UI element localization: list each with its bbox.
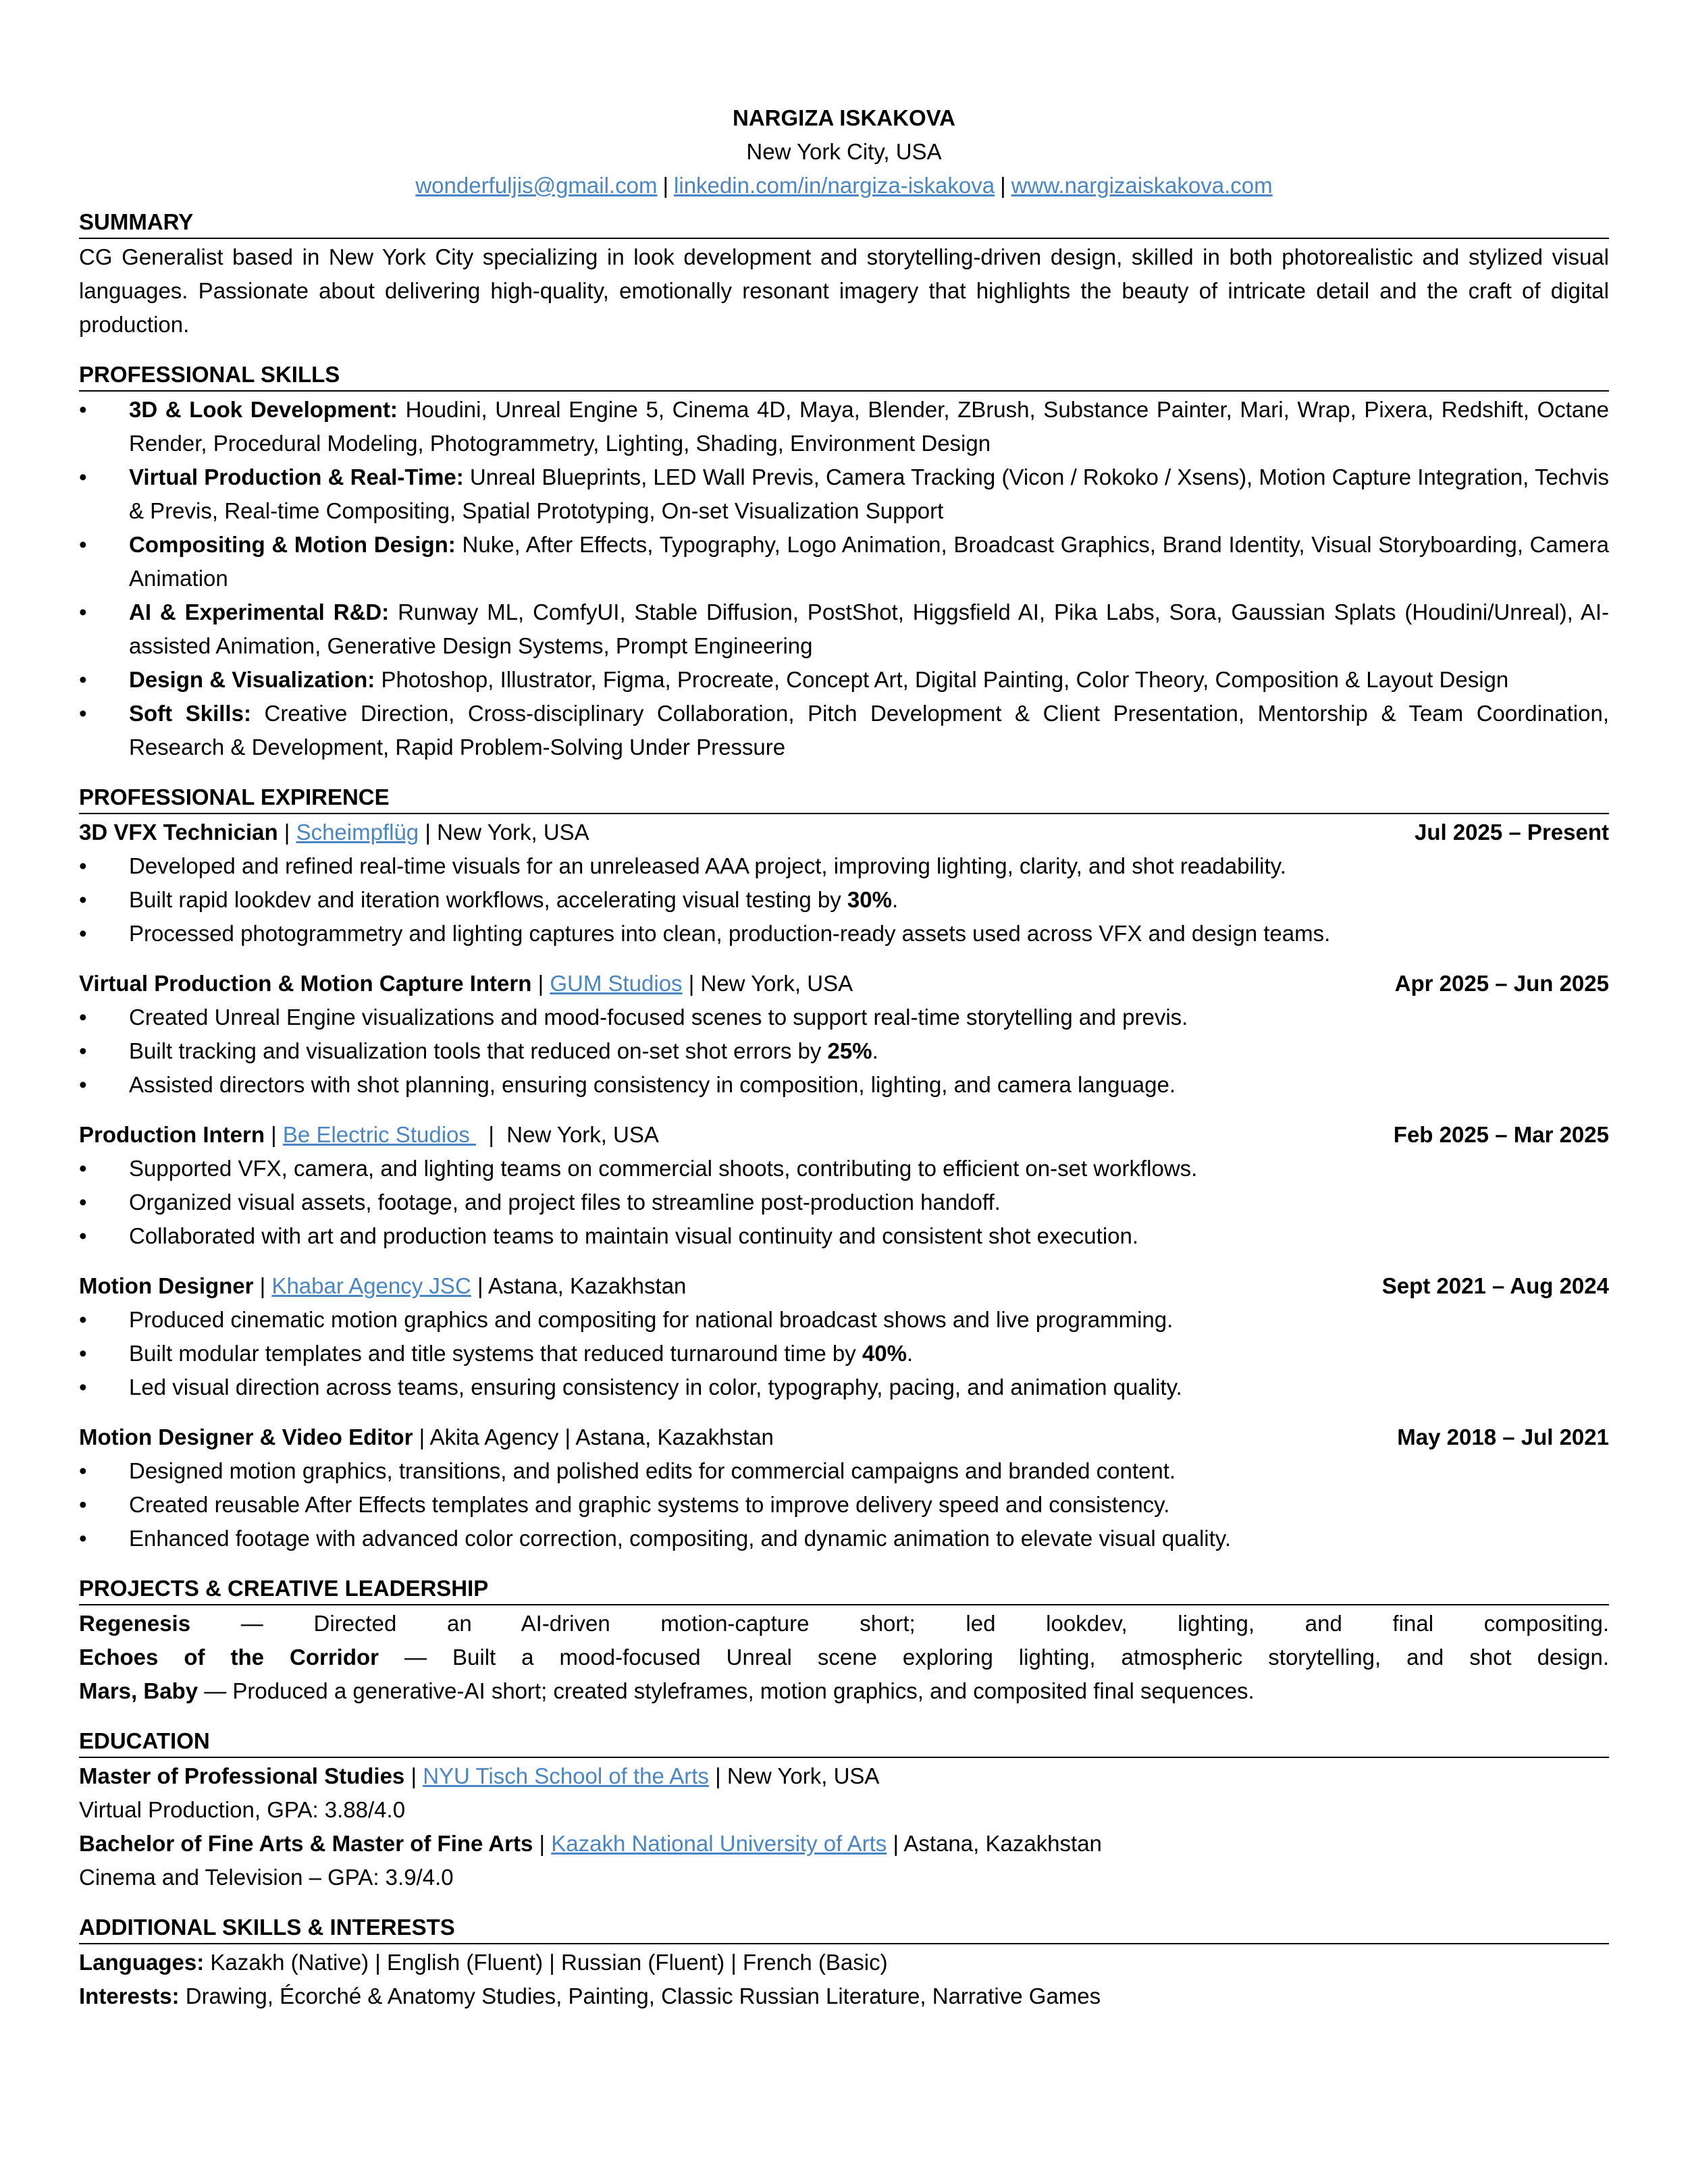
- job-bullets: [79, 849, 1609, 951]
- resume-header: [79, 101, 1609, 203]
- additional-section: [79, 1912, 1609, 2013]
- job-bullet: [79, 1370, 1609, 1404]
- bullet-text: Produced cinematic motion graphics and compositing for national broadcast shows and live programming.: [129, 1307, 1173, 1332]
- skill-label: Soft Skills:: [129, 701, 251, 726]
- education-entry: [79, 1759, 1609, 1827]
- skill-item: [79, 595, 1609, 663]
- linkedin-link[interactable]: linkedin.com/in/nargiza-iskakova: [674, 173, 995, 198]
- contact-separator: |: [662, 173, 669, 198]
- company-link[interactable]: GUM Studios: [550, 971, 683, 996]
- job-bullet: [79, 883, 1609, 917]
- edu-separator: |: [533, 1831, 552, 1856]
- interests-text: Drawing, Écorché & Anatomy Studies, Painting, Classic Russian Literature, Narrative Games: [179, 1983, 1101, 2008]
- job-role: Motion Designer: [79, 1273, 254, 1298]
- bullet-end: .: [891, 887, 899, 912]
- skill-item: [79, 393, 1609, 460]
- project-text: — Produced a generative-AI short; created styleframes, motion graphics, and composited final sequences.: [198, 1678, 1255, 1703]
- section-title-summary: SUMMARY: [79, 207, 1609, 239]
- skills-list: [79, 393, 1609, 764]
- candidate-location: New York City, USA: [746, 139, 942, 164]
- projects-section: [79, 1573, 1609, 1708]
- job-role: Production Intern: [79, 1122, 265, 1147]
- bullet-bold: 25%: [827, 1038, 872, 1063]
- job-entry: [79, 1420, 1609, 1555]
- job-bullet: [79, 1034, 1609, 1068]
- skill-label: 3D & Look Development:: [129, 397, 398, 422]
- job-entry: [79, 967, 1609, 1102]
- school-location: Astana, Kazakhstan: [903, 1831, 1102, 1856]
- bullet-text: Supported VFX, camera, and lighting teams on commercial shoots, contributing to efficient on-set workflows.: [129, 1156, 1198, 1181]
- company-link[interactable]: Be Electric Studios: [282, 1122, 477, 1147]
- skill-item: [79, 460, 1609, 528]
- school-location: New York, USA: [727, 1763, 880, 1788]
- summary-section: [79, 207, 1609, 342]
- job-separator: |: [278, 820, 296, 845]
- bullet-text: Built tracking and visualization tools that reduced on-set shot errors by: [129, 1038, 828, 1063]
- job-bullet: [79, 1488, 1609, 1522]
- job-header: [79, 967, 1609, 1001]
- contact-line: [79, 169, 1609, 203]
- skill-text: Unreal Blueprints, LED Wall Previs, Camera Tracking (Vicon / Rokoko / Xsens), Motion Capture Integration, Techvis & Previs, Real-time Compositing, Spatial Prototyping, On-set Visualization Support: [129, 464, 1609, 523]
- bullet-bold: 40%: [862, 1341, 907, 1366]
- edu-separator: |: [887, 1831, 904, 1856]
- job-separator: |: [419, 820, 438, 845]
- project-name: Echoes of the Corridor: [79, 1645, 379, 1670]
- interests-label: Interests:: [79, 1983, 180, 2008]
- job-role: Virtual Production & Motion Capture Intern: [79, 971, 532, 996]
- skill-item: [79, 663, 1609, 697]
- job-location: Astana, Kazakhstan: [487, 1273, 687, 1298]
- skill-label: AI & Experimental R&D:: [129, 600, 390, 624]
- skill-text: Nuke, After Effects, Typography, Logo Animation, Broadcast Graphics, Brand Identity, Visual Storyboarding, Camera Animation: [129, 532, 1610, 591]
- skill-text: Runway ML, ComfyUI, Stable Diffusion, PostShot, Higgsfield AI, Pika Labs, Sora, Gaussian Splats (Houdini/Unreal), AI-assisted Animation, Generative Design Systems, Prompt Engineering: [129, 600, 1609, 658]
- edu-separator: |: [708, 1763, 727, 1788]
- job-separator: |: [265, 1122, 283, 1147]
- job-header: [79, 1269, 1609, 1303]
- job-header: [79, 1118, 1609, 1152]
- bullet-text: Built modular templates and title systems that reduced turnaround time by: [129, 1341, 862, 1366]
- bullet-end: .: [906, 1341, 914, 1366]
- job-role: Motion Designer & Video Editor: [79, 1424, 413, 1449]
- job-bullet: [79, 1152, 1609, 1186]
- job-bullet: [79, 1337, 1609, 1370]
- job-separator: |: [476, 1122, 507, 1147]
- job-title-line: [79, 1420, 774, 1454]
- education-detail: Virtual Production, GPA: 3.88/4.0: [79, 1797, 406, 1822]
- job-header: [79, 1420, 1609, 1454]
- bullet-bold: 30%: [847, 887, 892, 912]
- languages-label: Languages:: [79, 1950, 205, 1975]
- job-bullet: [79, 1068, 1609, 1102]
- job-bullets: [79, 1303, 1609, 1404]
- company-link[interactable]: Khabar Agency JSC: [271, 1273, 471, 1298]
- skill-item: [79, 697, 1609, 764]
- education-degree-line: [79, 1759, 1609, 1793]
- candidate-name: NARGIZA ISKAKOVA: [733, 105, 955, 130]
- bullet-text: Designed motion graphics, transitions, and polished edits for commercial campaigns and branded content.: [129, 1458, 1176, 1483]
- project-name: Mars, Baby: [79, 1678, 199, 1703]
- job-dates: Jul 2025 – Present: [1414, 820, 1609, 845]
- job-bullet: [79, 1454, 1609, 1488]
- section-title-projects: PROJECTS & CREATIVE LEADERSHIP: [79, 1573, 1609, 1605]
- skill-text: Houdini, Unreal Engine 5, Cinema 4D, Maya, Blender, ZBrush, Substance Painter, Mari, Wrap, Pixera, Redshift, Octane Render, Procedural Modeling, Photogrammetry, Lighting, Shading, Environment Design: [129, 397, 1609, 456]
- bullet-text: Processed photogrammetry and lighting captures into clean, production-ready assets used across VFX and design teams.: [129, 921, 1331, 946]
- job-separator: |: [531, 971, 550, 996]
- bullet-text: Organized visual assets, footage, and project files to streamline post-production handoff.: [129, 1190, 1001, 1215]
- job-location: New York, USA: [437, 820, 589, 845]
- contact-separator: |: [1000, 173, 1006, 198]
- bullet-text: Led visual direction across teams, ensuring consistency in color, typography, pacing, and animation quality.: [129, 1375, 1182, 1400]
- job-header: [79, 816, 1609, 849]
- bullet-text: Created Unreal Engine visualizations and mood-focused scenes to support real-time storytelling and previs.: [129, 1005, 1188, 1030]
- project-item: [79, 1641, 1609, 1674]
- section-title-experience: PROFESSIONAL EXPIRENCE: [79, 782, 1609, 814]
- skill-label: Design & Visualization:: [129, 667, 375, 692]
- job-bullet: [79, 1186, 1609, 1219]
- job-title-line: [79, 1118, 659, 1152]
- job-bullet: [79, 1303, 1609, 1337]
- education-section: [79, 1726, 1609, 1894]
- job-entry: [79, 1269, 1609, 1404]
- website-link[interactable]: www.nargizaiskakova.com: [1011, 173, 1273, 198]
- bullet-text: Enhanced footage with advanced color correction, compositing, and dynamic animation to elevate visual quality.: [129, 1526, 1232, 1551]
- skill-label: Compositing & Motion Design:: [129, 532, 456, 557]
- company-link[interactable]: Scheimpflüg: [296, 820, 419, 845]
- job-bullet: [79, 1219, 1609, 1253]
- skill-item: [79, 528, 1609, 595]
- interests-line: [79, 1979, 1609, 2013]
- job-location: New York, USA: [700, 971, 853, 996]
- languages-text: Kazakh (Native) | English (Fluent) | Russian (Fluent) | French (Basic): [204, 1950, 888, 1975]
- job-bullet: [79, 917, 1609, 951]
- bullet-text: Collaborated with art and production teams to maintain visual continuity and consistent shot execution.: [129, 1223, 1139, 1248]
- job-bullets: [79, 1001, 1609, 1102]
- job-separator: | Akita Agency | Astana, Kazakhstan: [413, 1424, 774, 1449]
- resume-content: [79, 101, 1609, 2013]
- job-separator: |: [471, 1273, 488, 1298]
- languages-line: [79, 1946, 1609, 1979]
- job-bullets: [79, 1152, 1609, 1253]
- summary-text: CG Generalist based in New York City specializing in look development and storytelling-driven design, skilled in both photorealistic and stylized visual languages. Passionate about delivering high-quality, emotionally resonant imagery that highlights the beauty of intricate detail and the craft of digital production.: [79, 244, 1609, 337]
- job-dates: Apr 2025 – Jun 2025: [1394, 971, 1609, 996]
- skills-section: [79, 359, 1609, 764]
- job-dates: Feb 2025 – Mar 2025: [1393, 1122, 1609, 1147]
- edu-separator: |: [404, 1763, 423, 1788]
- job-title-line: [79, 967, 853, 1001]
- degree-name: Master of Professional Studies: [79, 1763, 405, 1788]
- job-entry: [79, 816, 1609, 951]
- job-separator: |: [682, 971, 701, 996]
- school-link[interactable]: NYU Tisch School of the Arts: [423, 1763, 709, 1788]
- job-entry: [79, 1118, 1609, 1253]
- job-dates: Sept 2021 – Aug 2024: [1381, 1273, 1609, 1298]
- skill-text: Photoshop, Illustrator, Figma, Procreate, Concept Art, Digital Painting, Color Theory, Composition & Layout Design: [375, 667, 1509, 692]
- skill-text: Creative Direction, Cross-disciplinary Collaboration, Pitch Development & Client Presentation, Mentorship & Team Coordination, Research & Development, Rapid Problem-Solving Under Pressure: [129, 701, 1609, 760]
- job-bullet: [79, 849, 1609, 883]
- email-link[interactable]: wonderfuljis@gmail.com: [415, 173, 658, 198]
- job-location: New York, USA: [506, 1122, 659, 1147]
- bullet-text: Assisted directors with shot planning, ensuring consistency in composition, lighting, and camera language.: [129, 1072, 1176, 1097]
- job-separator: |: [253, 1273, 272, 1298]
- experience-section: [79, 782, 1609, 1555]
- job-role: 3D VFX Technician: [79, 820, 278, 845]
- job-title-line: [79, 1269, 686, 1303]
- job-dates: May 2018 – Jul 2021: [1397, 1424, 1609, 1449]
- section-title-education: EDUCATION: [79, 1726, 1609, 1758]
- bullet-text: Built rapid lookdev and iteration workflows, accelerating visual testing by: [129, 887, 847, 912]
- school-link[interactable]: Kazakh National University of Arts: [551, 1831, 887, 1856]
- education-degree-line: [79, 1827, 1609, 1861]
- bullet-end: .: [872, 1038, 878, 1063]
- section-title-additional: ADDITIONAL SKILLS & INTERESTS: [79, 1912, 1609, 1944]
- project-text: — Directed an AI-driven motion-capture short; led lookdev, lighting, and final compositing.: [190, 1611, 1609, 1636]
- skill-label: Virtual Production & Real-Time:: [129, 464, 464, 489]
- job-title-line: [79, 816, 589, 849]
- job-bullet: [79, 1001, 1609, 1034]
- bullet-text: Created reusable After Effects templates and graphic systems to improve delivery speed and consistency.: [129, 1492, 1170, 1517]
- education-entry: [79, 1827, 1609, 1894]
- bullet-text: Developed and refined real-time visuals for an unreleased AAA project, improving lighting, clarity, and shot readability.: [129, 853, 1286, 878]
- job-bullets: [79, 1454, 1609, 1555]
- degree-name: Bachelor of Fine Arts & Master of Fine Arts: [79, 1831, 533, 1856]
- project-item: [79, 1674, 1609, 1708]
- education-detail: Cinema and Television – GPA: 3.9/4.0: [79, 1865, 454, 1890]
- project-item: [79, 1607, 1609, 1641]
- project-text: — Built a mood-focused Unreal scene exploring lighting, atmospheric storytelling, and shot design.: [379, 1645, 1609, 1670]
- job-bullet: [79, 1522, 1609, 1555]
- project-name: Regenesis: [79, 1611, 191, 1636]
- section-title-skills: PROFESSIONAL SKILLS: [79, 359, 1609, 392]
